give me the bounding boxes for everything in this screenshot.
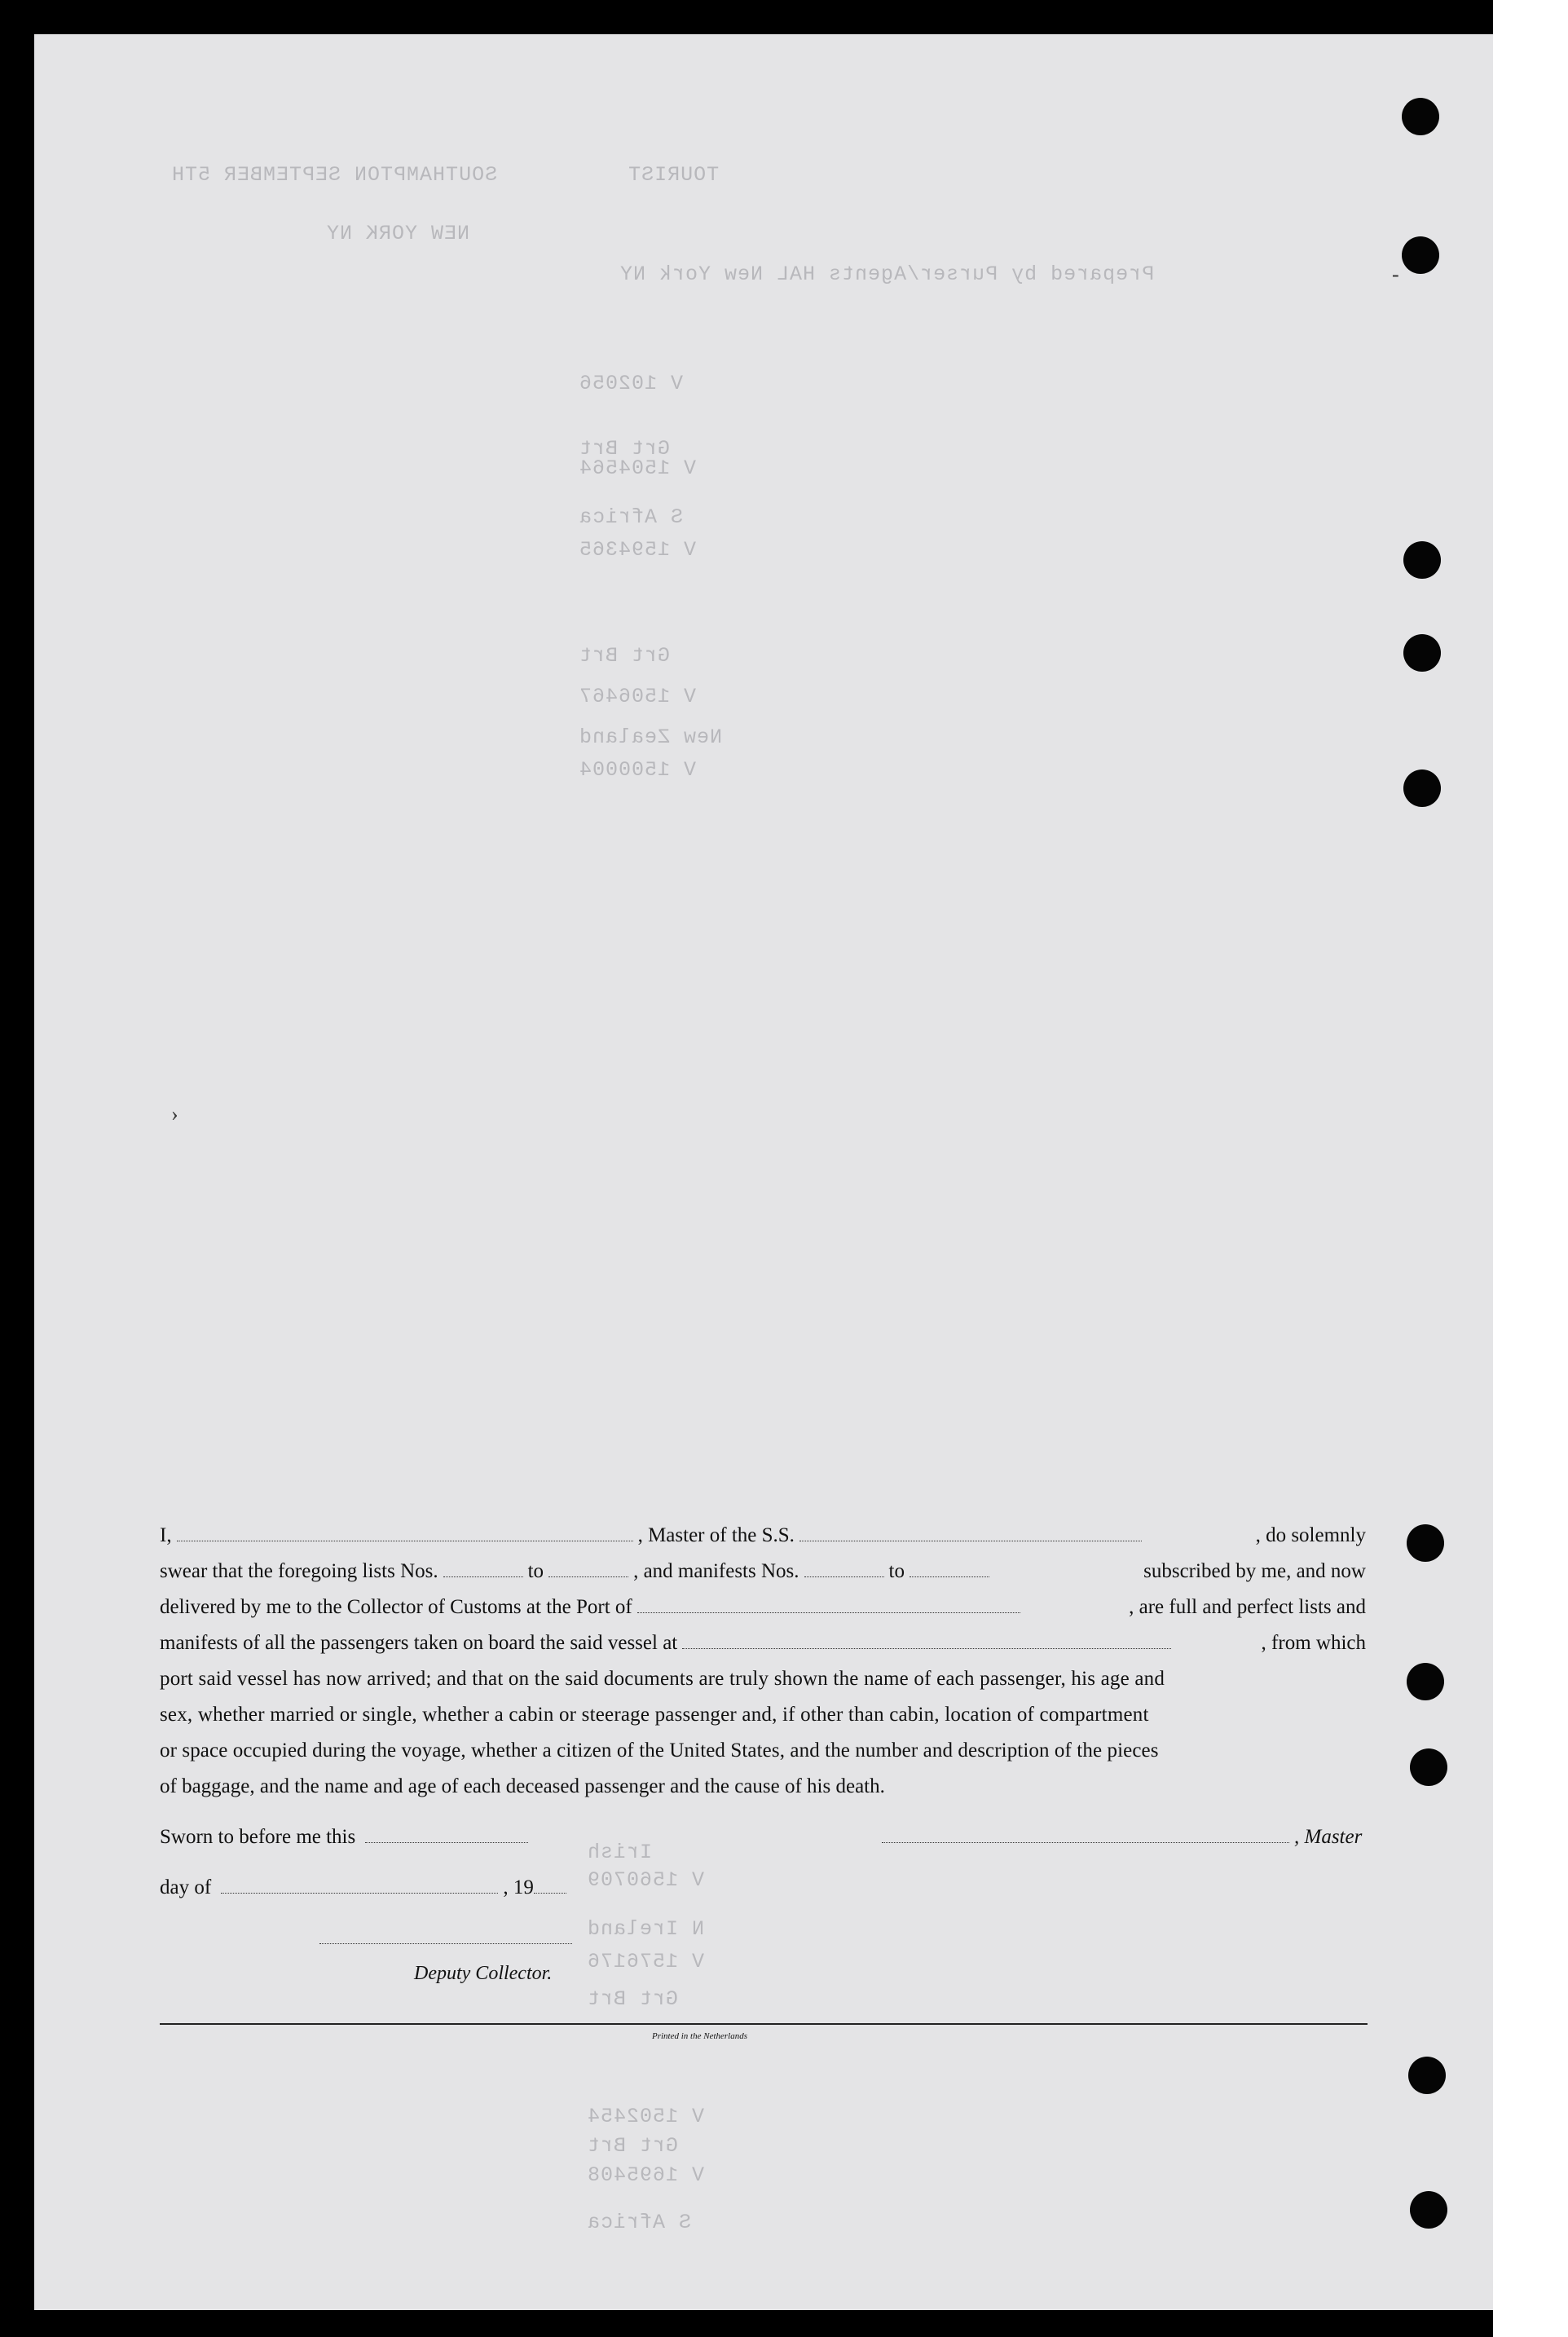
oath-subscribed: subscribed by me, and now bbox=[1143, 1560, 1366, 1582]
oath-delivered: delivered by me to the Collector of Customs at the Port of bbox=[160, 1596, 632, 1618]
oath-line-1 bbox=[160, 1518, 1366, 1554]
day-of-label: day of bbox=[160, 1876, 212, 1898]
show-through-header: Prepared by Purser/Agents HAL New York NY bbox=[619, 262, 1155, 286]
show-through-text: V 1576176 bbox=[587, 1950, 705, 1973]
oath-line-3 bbox=[160, 1590, 1366, 1625]
oath-line-6 bbox=[160, 1697, 1366, 1733]
punch-hole bbox=[1408, 2057, 1446, 2094]
oath-manifests-all: manifests of all the passengers taken on board the said vessel at bbox=[160, 1632, 678, 1654]
day-of-field[interactable] bbox=[221, 1876, 498, 1894]
oath-text: or space occupied during the voyage, whether a citizen of the United States, and the number and description of the pieces bbox=[160, 1740, 1159, 1762]
show-through-text: Grt Brt bbox=[579, 437, 671, 461]
punch-hole bbox=[1407, 1663, 1444, 1700]
master-name-field[interactable] bbox=[177, 1524, 633, 1541]
oath-are-full: , are full and perfect lists and bbox=[1129, 1596, 1366, 1618]
sworn-label: Sworn to before me this bbox=[160, 1826, 356, 1848]
sworn-line bbox=[160, 1826, 533, 1849]
show-through-text: New Zealand bbox=[579, 725, 723, 749]
punch-hole bbox=[1403, 769, 1441, 807]
show-through-text: N Ireland bbox=[587, 1917, 705, 1941]
port-field[interactable] bbox=[637, 1596, 1020, 1613]
punch-hole bbox=[1403, 541, 1441, 579]
oath-line-2 bbox=[160, 1554, 1366, 1590]
punch-hole bbox=[1403, 634, 1441, 672]
oath-to-2: to bbox=[888, 1560, 905, 1582]
oath-text: port said vessel has now arrived; and that on the said documents are truly shown the name of each passenger, his age and bbox=[160, 1668, 1165, 1690]
punch-hole bbox=[1410, 1748, 1447, 1786]
oath-and-manifests: , and manifests Nos. bbox=[633, 1560, 799, 1582]
sworn-date-field[interactable] bbox=[365, 1826, 528, 1843]
footer-rule bbox=[160, 2023, 1368, 2025]
master-signature-line bbox=[877, 1826, 1362, 1849]
show-through-text: Grt Brt bbox=[579, 644, 671, 668]
list-from-field[interactable] bbox=[443, 1560, 523, 1577]
list-to-field[interactable] bbox=[548, 1560, 628, 1577]
manifest-page bbox=[34, 34, 1493, 2310]
oath-line-8 bbox=[160, 1769, 1366, 1805]
oath-i: I, bbox=[160, 1524, 172, 1546]
show-through-text: V 1695408 bbox=[587, 2163, 705, 2187]
deputy-signature-field[interactable] bbox=[319, 1943, 572, 1944]
manifest-from-field[interactable] bbox=[804, 1560, 884, 1577]
year-prefix: , 19 bbox=[503, 1876, 534, 1898]
ship-name-field[interactable] bbox=[799, 1524, 1142, 1541]
show-through-text: Grt Brt bbox=[587, 1987, 679, 2011]
oath-line-5 bbox=[160, 1661, 1366, 1697]
master-signature-field[interactable] bbox=[882, 1826, 1289, 1843]
punch-hole bbox=[1410, 2191, 1447, 2229]
show-through-header: NEW YORK NY bbox=[326, 222, 470, 245]
year-field[interactable] bbox=[534, 1876, 566, 1894]
show-through-header: TOURIST SOUTHAMPTON SEPTEMBER 5TH bbox=[171, 163, 720, 187]
show-through-text: Irish bbox=[587, 1841, 653, 1864]
punch-hole bbox=[1407, 1524, 1444, 1562]
punch-hole bbox=[1402, 98, 1439, 135]
show-through-text: Grt Brt bbox=[587, 2134, 679, 2158]
show-through-text: V 102056 bbox=[579, 372, 684, 395]
show-through-text: V 1502454 bbox=[587, 2105, 705, 2128]
master-label: , Master bbox=[1294, 1826, 1363, 1848]
deputy-collector-label: Deputy Collector. bbox=[414, 1963, 553, 1984]
show-through-text: V 1594365 bbox=[579, 538, 697, 562]
oath-swear: swear that the foregoing lists Nos. bbox=[160, 1560, 438, 1582]
oath-to-1: to bbox=[527, 1560, 544, 1582]
oath-master-of-ss: , Master of the S.S. bbox=[637, 1524, 795, 1546]
show-through-text: V 1500004 bbox=[579, 758, 697, 782]
oath-text: of baggage, and the name and age of each deceased passenger and the cause of his death. bbox=[160, 1775, 885, 1797]
scan-mark: › bbox=[171, 1102, 178, 1126]
punch-hole bbox=[1402, 236, 1439, 274]
embark-port-field[interactable] bbox=[682, 1632, 1171, 1649]
oath-do-solemnly: , do solemnly bbox=[1255, 1524, 1366, 1546]
scan-margin bbox=[1493, 0, 1568, 2337]
manifest-to-field[interactable] bbox=[910, 1560, 989, 1577]
printer-imprint: Printed in the Netherlands bbox=[652, 2031, 748, 2041]
show-through-text: V 1504564 bbox=[579, 456, 697, 480]
oath-from-which: , from which bbox=[1261, 1632, 1366, 1654]
oath-line-7 bbox=[160, 1733, 1366, 1769]
show-through-text: V 1560709 bbox=[587, 1868, 705, 1892]
oath-text: sex, whether married or single, whether a cabin or steerage passenger and, if other than cabin, location of compartment bbox=[160, 1704, 1149, 1726]
oath-line-4 bbox=[160, 1625, 1366, 1661]
show-through-text: S Africa bbox=[587, 2211, 692, 2234]
scan-mark: - bbox=[1392, 262, 1399, 286]
show-through-text: S Africa bbox=[579, 505, 684, 529]
show-through-text: V 1506467 bbox=[579, 685, 697, 708]
day-of-line bbox=[160, 1876, 571, 1899]
master-oath bbox=[160, 1518, 1366, 1805]
